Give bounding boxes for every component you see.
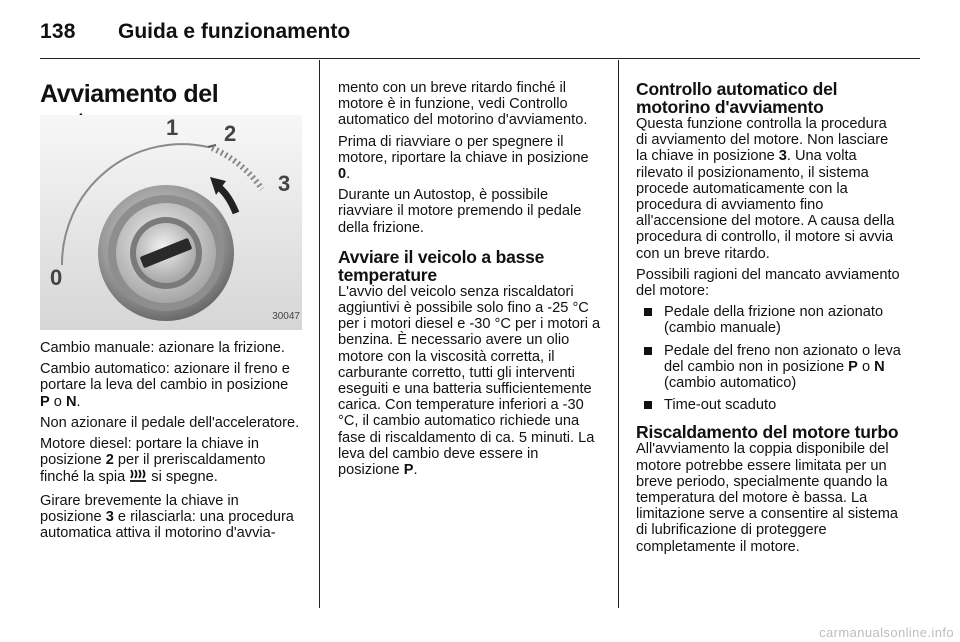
heading-turbo-warmup: Riscaldamento del motore turbo <box>636 422 899 443</box>
reasons-list <box>636 304 901 413</box>
glow-plug-icon <box>129 468 147 487</box>
position-label-2: 2 <box>224 121 237 146</box>
bullet-square <box>644 308 652 316</box>
position-label-3: 3 <box>278 171 291 196</box>
column-3 <box>636 80 901 560</box>
paragraph: Durante un Autostop, è possibile riavviare il motore premendo il pedale della frizione. <box>338 187 582 236</box>
paragraph: Possibili ragioni del mancato avviamento del motore: <box>636 266 900 300</box>
position-label-0: 0 <box>50 265 63 290</box>
paragraph: Cambio manuale: azionare la frizione. <box>40 340 285 356</box>
column-2 <box>338 80 602 483</box>
list-item: Pedale della frizione non azionato (cambio manuale) <box>636 304 901 336</box>
column-divider-left <box>319 60 320 608</box>
heading-cold-start: Avviare il veicolo a basse temperature <box>338 246 545 285</box>
paragraph: All'avviamento la coppia disponibile del motore potrebbe essere limitata per un breve periodo, specialmente quando la temperatura del motore è bassa. La limitazione serve a consentire al sistema di lubrificazione di proteggere completamente il motore. <box>636 441 898 555</box>
chapter-title: Guida e funzionamento <box>118 20 351 43</box>
ignition-lock-illustration <box>40 115 302 330</box>
paragraph: mento con un breve ritardo finché il motore è in funzione, vedi Controllo automatico del motorino d'avviamento. <box>338 80 588 129</box>
watermark: carmanualsonline.info <box>819 625 954 640</box>
paragraph: Prima di riavviare o per spegnere il motore, riportare la chiave in posizione 0. <box>338 133 589 183</box>
page-header <box>40 14 920 44</box>
paragraph: Girare brevemente la chiave in posizione 3 e rilasciarla: una procedura automatica attiva il motorino d'avvia- <box>40 492 294 542</box>
bullet-square <box>644 347 652 355</box>
ignition-figure <box>40 115 302 330</box>
list-item: Pedale del freno non azionato o leva del cambio non in posizione P o N (cambio automatico) <box>636 343 901 392</box>
section-title: Avviamento del <box>40 80 219 108</box>
paragraph: L'avvio del veicolo senza riscaldatori aggiuntivi è possibile solo fino a -25 °C per i motori diesel e -30 °C per i motori a benzina. È necessario avere un olio motore con la viscosità corretta, il carburante corretto, tutti gli interventi eseguiti e una batteria sufficientemente carica. Con temperature inferiori a -30 °C, il cambio automatico richiede una fase di riscaldamento di ca. 5 minuti. La leva del cambio deve essere in posizione P. <box>338 283 601 479</box>
figure-code: 30047 <box>272 311 300 322</box>
bullet-square <box>644 401 652 409</box>
position-label-1: 1 <box>166 115 179 140</box>
column-1-text <box>40 340 302 546</box>
heading-auto-starter: Controllo automatico del motorino d'avviamento <box>636 79 838 117</box>
paragraph: Questa funzione controlla la procedura di avviamento del motore. Non lasciare la chiave in posizione 3. Una volta rilevato il posizionamento, il sistema procede automaticamente con la procedura di avviamento fino all'accensione del motore. A causa della procedura di controllo, il motore si avvia con un breve ritardo. <box>636 116 895 262</box>
page-number: 138 <box>40 20 76 43</box>
paragraph: Non azionare il pedale dell'acceleratore. <box>40 414 300 431</box>
paragraph: Cambio automatico: azionare il freno e portare la leva del cambio in posizione P o N. <box>40 361 290 410</box>
column-divider-right <box>618 60 619 608</box>
list-item: Time-out scaduto <box>636 397 901 413</box>
paragraph: Motore diesel: portare la chiave in posizione 2 per il preriscaldamento finché la spia si spegne. <box>40 436 302 488</box>
header-divider <box>40 58 920 59</box>
